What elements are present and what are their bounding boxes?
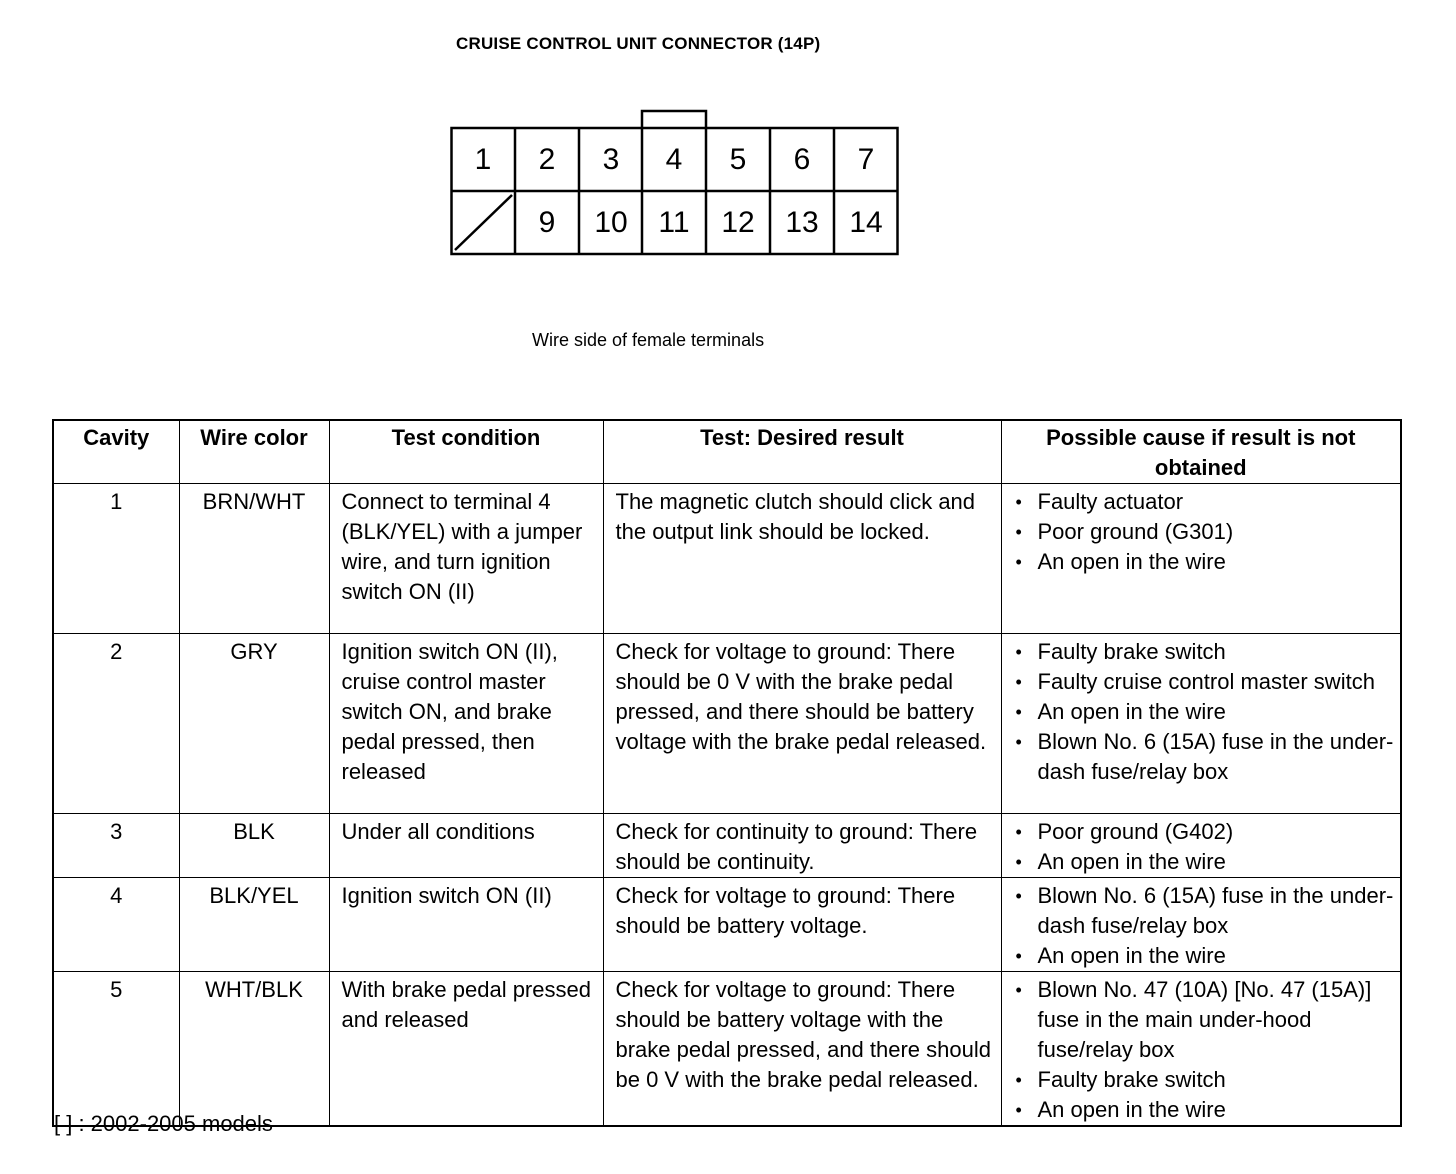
pin-4: 4	[665, 143, 683, 176]
cause-item: • An open in the wire	[1014, 1095, 1395, 1125]
cell-wire-color: WHT/BLK	[179, 972, 329, 1127]
pin-14: 14	[849, 206, 883, 239]
cell-possible-cause	[1001, 814, 1401, 878]
cell-desired-result: Check for voltage to ground: There should be battery voltage.	[603, 878, 1001, 972]
cause-item: • Faulty actuator	[1014, 487, 1395, 517]
connector-caption: Wire side of female terminals	[532, 330, 765, 350]
cell-cavity: 3	[53, 814, 179, 878]
cell-wire-color: BRN/WHT	[179, 484, 329, 634]
header-desired-result: Test: Desired result	[603, 420, 1001, 484]
cause-item: • An open in the wire	[1014, 547, 1395, 577]
cell-desired-result: Check for voltage to ground: There should be battery voltage with the brake pedal pressed, and there should be 0 V with the brake pedal released.	[603, 972, 1001, 1127]
cause-item: • Faulty brake switch	[1014, 1065, 1395, 1095]
cause-list	[1014, 487, 1395, 577]
table-row	[53, 814, 1401, 878]
pin-7: 7	[857, 143, 875, 176]
cell-wire-color: BLK	[179, 814, 329, 878]
table-header-row	[53, 420, 1401, 484]
cause-list	[1014, 637, 1395, 787]
pin-3: 3	[602, 143, 620, 176]
page-title: CRUISE CONTROL UNIT CONNECTOR (14P)	[456, 34, 821, 53]
cause-item: • An open in the wire	[1014, 941, 1395, 971]
header-wire-color: Wire color	[179, 420, 329, 484]
pin-13: 13	[785, 206, 819, 239]
pin-11: 11	[658, 206, 690, 239]
pin-10: 10	[594, 206, 628, 239]
cell-cavity: 4	[53, 878, 179, 972]
cause-item: • Blown No. 47 (10A) [No. 47 (15A)] fuse in the main under-hood fuse/relay box	[1014, 975, 1395, 1065]
pin-5: 5	[729, 143, 747, 176]
table-row	[53, 878, 1401, 972]
pin-9: 9	[538, 206, 556, 239]
cause-list	[1014, 881, 1395, 971]
cell-desired-result: Check for continuity to ground: There should be continuity.	[603, 814, 1001, 878]
cell-cavity: 5	[53, 972, 179, 1127]
cause-item: • An open in the wire	[1014, 847, 1395, 877]
footnote: [ ] : 2002-2005 models	[54, 1111, 273, 1136]
cell-test-condition: Ignition switch ON (II)	[329, 878, 603, 972]
cell-test-condition: With brake pedal pressed and released	[329, 972, 603, 1127]
cell-possible-cause	[1001, 634, 1401, 814]
cause-item: • Blown No. 6 (15A) fuse in the under-dash fuse/relay box	[1014, 881, 1395, 941]
table-row	[53, 972, 1401, 1127]
cell-desired-result: Check for voltage to ground: There should be 0 V with the brake pedal pressed, and there should be battery voltage with the brake pedal released.	[603, 634, 1001, 814]
header-test-condition: Test condition	[329, 420, 603, 484]
header-cavity: Cavity	[53, 420, 179, 484]
cause-item: • Poor ground (G402)	[1014, 817, 1395, 847]
cell-test-condition: Ignition switch ON (II), cruise control master switch ON, and brake pedal pressed, then released	[329, 634, 603, 814]
cause-item: • Faulty brake switch	[1014, 637, 1395, 667]
connector-diagram	[450, 109, 900, 257]
cell-test-condition: Connect to terminal 4 (BLK/YEL) with a jumper wire, and turn ignition switch ON (II)	[329, 484, 603, 634]
cause-item: • Poor ground (G301)	[1014, 517, 1395, 547]
cell-test-condition: Under all conditions	[329, 814, 603, 878]
table-row	[53, 634, 1401, 814]
table-row	[53, 484, 1401, 634]
cell-wire-color: BLK/YEL	[179, 878, 329, 972]
pin-6: 6	[793, 143, 811, 176]
cell-wire-color: GRY	[179, 634, 329, 814]
cell-cavity: 2	[53, 634, 179, 814]
cell-possible-cause	[1001, 878, 1401, 972]
pin-12: 12	[721, 206, 755, 239]
cause-list	[1014, 975, 1395, 1125]
cell-cavity: 1	[53, 484, 179, 634]
pin-1: 1	[474, 143, 492, 176]
cause-item: • An open in the wire	[1014, 697, 1395, 727]
cause-item: • Blown No. 6 (15A) fuse in the under-dash fuse/relay box	[1014, 727, 1395, 787]
cell-desired-result: The magnetic clutch should click and the output link should be locked.	[603, 484, 1001, 634]
cause-item: • Faulty cruise control master switch	[1014, 667, 1395, 697]
pin-2: 2	[538, 143, 556, 176]
cause-list	[1014, 817, 1395, 877]
test-table	[52, 419, 1402, 1127]
unused-cavity-mark	[455, 195, 512, 250]
header-possible-cause: Possible cause if result is not obtained	[1001, 420, 1401, 484]
cell-possible-cause	[1001, 972, 1401, 1127]
cell-possible-cause	[1001, 484, 1401, 634]
